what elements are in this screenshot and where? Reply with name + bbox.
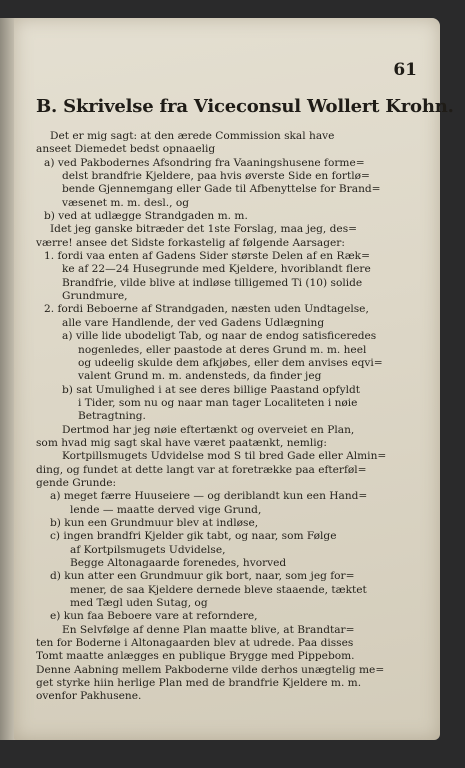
text-line: get styrke hiin herlige Plan med de brandfrie Kjeldere m. m. [36,677,362,690]
text-line: som hvad mig sagt skal have været paatænkt, nemlig: [36,436,327,449]
text-line: alle vare Handlende, der ved Gadens Udlægning [62,316,325,329]
text-line: Grundmure, [62,290,128,303]
text-line: Idet jeg ganske bitræder det 1ste Forslag, maa jeg, des= [50,223,358,236]
text-line: ten for Boderne i Altonagaarden blev at udrede. Paa disses [36,637,354,650]
body-text [36,130,416,704]
text-line: lende — maatte derved vige Grund, [70,503,262,516]
text-line: ovenfor Pakhusene. [36,690,142,703]
text-line: e) kun faa Beboere vare at reforndere, [50,610,258,623]
text-line: med Tægl uden Sutag, og [70,597,208,610]
section-heading: B. Skrivelse fra Viceconsul Wollert Krohn. [36,96,454,117]
page-number: 61 [393,60,417,80]
text-line: delst brandfrie Kjeldere, paa hvis øverste Side en fortlø= [62,170,370,183]
text-line: Tomt maatte anlægges en publique Brygge med Pippebom. [36,650,355,663]
text-line: b) sat Umulighed i at see deres billige Paastand opfyldt [62,383,360,396]
text-line: d) kun atter een Grundmuur gik bort, naar, som jeg for= [50,570,355,583]
text-line: Denne Aabning mellem Pakboderne vilde derhos unægtelig me= [36,663,385,676]
text-line: a) ved Pakbodernes Afsondring fra Vaaningshusene forme= [44,156,365,169]
text-line: nogenledes, eller paastode at deres Grund m. m. heel [78,343,367,356]
text-line: ding, og fundet at dette langt var at foretrække paa efterføl= [36,463,367,476]
text-line: Brandfrie, vilde blive at indløse tilligemed Ti (10) solide [62,276,363,289]
text-line: anseet Diemedet bedst opnaaelig [36,143,216,156]
text-line: c) ingen brandfri Kjelder gik tabt, og naar, som Følge [50,530,337,543]
text-line: værre! ansee det Sidste forkastelig af følgende Aarsager: [36,236,345,249]
text-line: Det er mig sagt: at den ærede Commission skal have [50,130,335,142]
text-line: 2. fordi Beboerne af Strandgaden, næsten uden Undtagelse, [44,303,369,316]
text-line: bende Gjennemgang eller Gade til Afbenyttelse for Brand= [62,183,381,196]
text-line: 1. fordi vaa enten af Gadens Sider største Delen af en Ræk= [44,250,370,263]
text-line: i Tider, som nu og naar man tager Localiteten i nøie [78,396,358,409]
text-line: og udeelig skulde dem afkjøbes, eller dem anvises eqvi= [78,356,383,369]
text-line: ke af 22—24 Husegrunde med Kjeldere, hvoriblandt flere [62,263,371,276]
text-line: En Selvfølge af denne Plan maatte blive, at Brandtar= [62,623,355,636]
text-line: a) ville lide ubodeligt Tab, og naar de endog satisficeredes [62,330,377,343]
text-line: a) meget færre Huuseiere — og deriblandt kun een Hand= [50,490,368,503]
text-line: b) ved at udlægge Strandgaden m. m. [44,210,248,223]
text-line: valent Grund m. m. andensteds, da finder jeg [78,370,322,383]
text-line: Betragtning. [78,410,146,423]
text-line: af Kortpilsmugets Udvidelse, [70,543,226,556]
text-line: b) kun een Grundmuur blev at indløse, [50,516,259,529]
text-line: væsenet m. m. desl., og [62,196,190,209]
text-line: Kortpillsmugets Udvidelse mod S til bred Gade eller Almin= [62,450,387,463]
text-line: Dertmod har jeg nøie eftertænkt og overveiet en Plan, [62,423,355,436]
text-line: mener, de saa Kjeldere dernede bleve staaende, tæktet [70,583,367,596]
text-line: Begge Altonagaarde forenedes, hvorved [70,557,287,569]
text-line: gende Grunde: [36,476,117,489]
